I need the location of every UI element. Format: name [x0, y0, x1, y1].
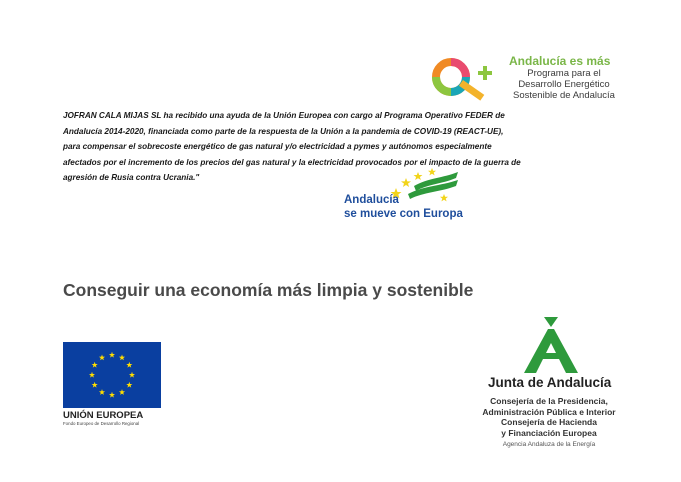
eu-flag-icon — [63, 342, 161, 408]
eu-fund-name: Fondo Europeo de Desarrollo Regional — [63, 421, 140, 426]
junta-agency: Agencia Andaluza de la Energía — [502, 441, 596, 448]
eu-name: UNIÓN EUROPEA — [63, 410, 144, 421]
junta-department-line: Consejería de Hacienda — [501, 417, 597, 427]
aem-subtitle-line: Sostenible de Andalucía — [513, 90, 615, 101]
junta-department-line: y Financiación Europea — [501, 427, 597, 438]
junta-department-line: Administración Pública e Interior — [482, 406, 616, 417]
statement-line: JOFRAN CALA MIJAS SL ha recibido una ayuda de la Unión Europea con cargo al Programa Operativo FEDER de — [63, 111, 505, 120]
junta-department-line: Consejería de la Presidencia, — [490, 396, 608, 406]
andalucia-se-mueve-text — [344, 193, 463, 221]
aem-subtitle-line: Programa para el — [527, 68, 601, 79]
amce-line1: Andalucía — [344, 194, 399, 206]
aem-title: Andalucía es más — [509, 54, 611, 68]
junta-name: Junta de Andalucía — [488, 375, 612, 390]
page-heading: Conseguir una economía más limpia y sostenible — [63, 280, 474, 300]
statement-line: para compensar el sobrecoste energético de gas natural y/o electricidad a pymes y autónomos especialmente — [63, 142, 492, 152]
statement-line: agresión de Rusia contra Ucrania." — [63, 173, 200, 183]
statement-line: Andalucía 2014-2020, financiada como parte de la respuesta de la Unión a la pandemia de COVID-19 (REACT-UE), — [63, 126, 504, 136]
statement-line: afectados por el incremento de los precios del gas natural y la electricidad provocados por el impacto de la guerra de — [63, 157, 521, 167]
junta-andalucia-logo — [520, 317, 582, 373]
aem-subtitle-line: Desarrollo Energético — [518, 79, 610, 90]
funding-statement — [63, 108, 553, 186]
amce-line2: se mueve con Europa — [344, 208, 463, 220]
junta-departments — [474, 396, 624, 438]
